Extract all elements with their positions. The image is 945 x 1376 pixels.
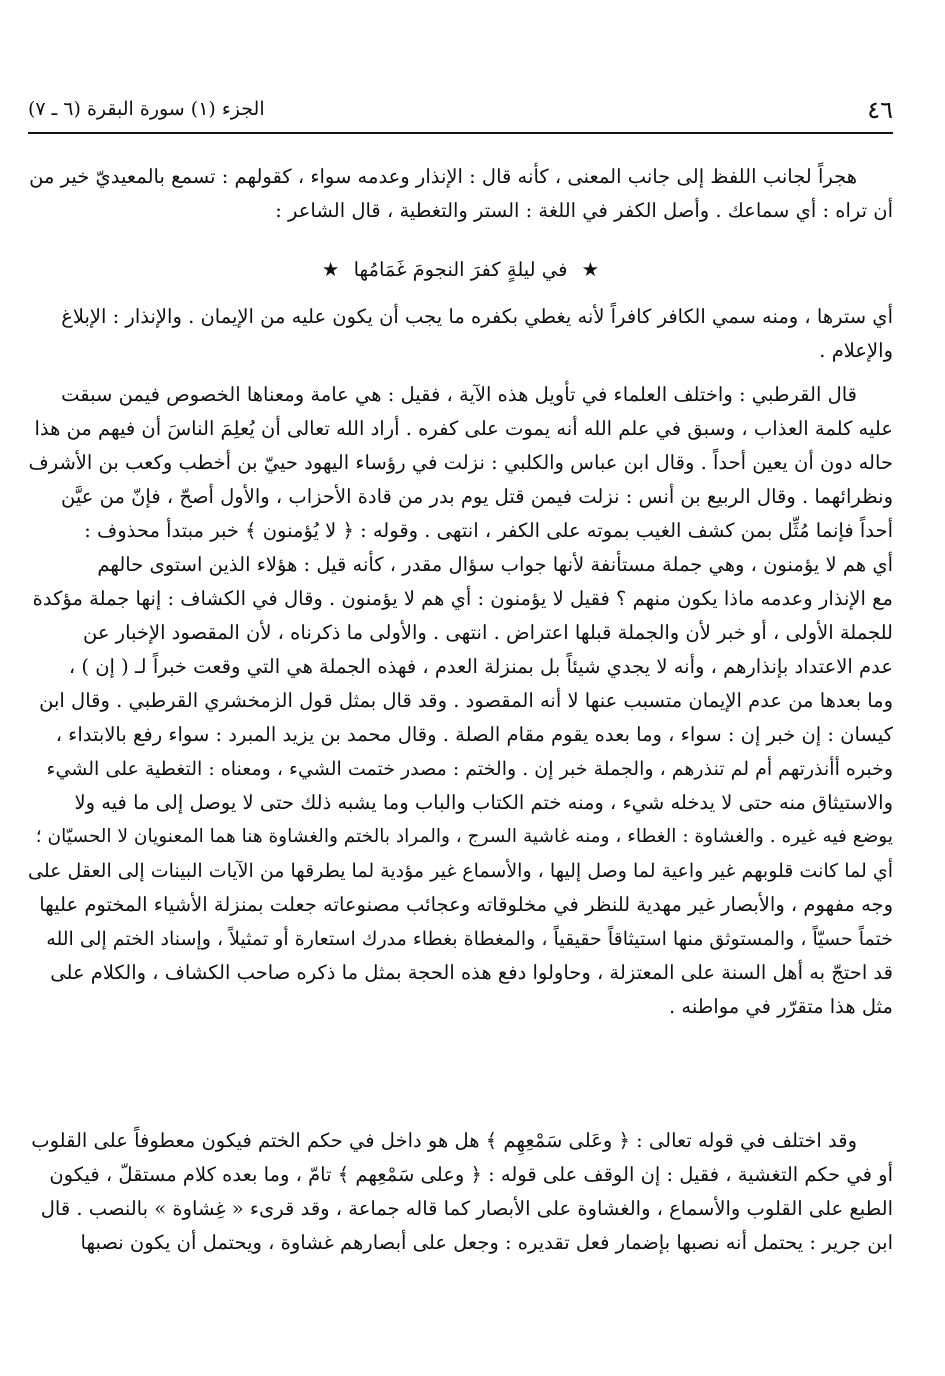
text-line: وما بعدها من عدم الإيمان متسبب عنها لا أنه المقصود . وقد قال بمثل قول الزمخشري القرطبي . وقال ابن — [39, 689, 893, 712]
text-line: الطبع على القلوب والأسماع ، والغشاوة على الأبصار كما قاله جماعة ، وقد قرىء « غِشاوة » بالنصب . قال — [40, 1197, 893, 1220]
verse-text: في ليلةٍ كفرَ النجومَ غَمَامُها — [353, 258, 568, 281]
text-line: قال القرطبي : واختلف العلماء في تأويل هذه الآية ، فقيل : هي عامة ومعناها الخصوص فيمن سبقت — [61, 383, 857, 406]
text-line: أي هم لا يؤمنون ، وهي جملة مستأنفة لأنها جواب سؤال مقدر ، كأنه قيل : هؤلاء الذين استوى حالهم — [97, 553, 893, 576]
text-line: هجراً لجانب اللفظ إلى جانب المعنى ، كأنه قال : الإنذار وعدمه سواء ، كقولهم : تسمع بالمعيديّ خير من — [29, 165, 857, 188]
paragraph-3 — [28, 378, 893, 1058]
text-line: وجه مفهوم ، والأبصار غير مهدية للنظر في مخلوقاته وعجائب مصنوعاته جعلت بمنزلة الأشياء المختوم عليها — [39, 893, 893, 916]
star-ornament-right: ★ — [581, 258, 600, 281]
paragraph-2 — [28, 300, 893, 368]
poetry-verse — [28, 253, 893, 287]
text-line: وقد اختلف في قوله تعالى : ﴿ وعَلى سَمْعِهِم ﴾ هل هو داخل في حكم الختم فيكون معطوفاً على القلوب — [31, 1129, 857, 1152]
paragraph-1 — [28, 160, 893, 228]
page-header — [28, 94, 893, 134]
text-line: وخبره أأنذرتهم أم لم تنذرهم ، والجملة خبر إن . والختم : مصدر ختمت الشيء ، ومعناه : التغطية على الشيء — [46, 758, 893, 780]
text-line: مثل هذا متقرّر في مواطنه . — [669, 995, 893, 1018]
text-line: حاله دون أن يعين أحداً . وقال ابن عباس والكلبي : نزلت في رؤساء اليهود حييّ بن أخطب وكعب بن الأشرف — [28, 451, 893, 474]
text-line: أحداً فإنما مُثِّل بمن كشف الغيب بموته على الكفر ، انتهى . وقوله : ﴿ لا يُؤمنون ﴾ خبر مبتدأ محذوف : — [84, 519, 893, 542]
text-line: يوضع فيه غيره . والغشاوة : الغطاء ، ومنه غاشية السرج ، والمراد بالختم والغشاوة هنا هما المعنويان لا الحسيّان ؛ — [35, 826, 893, 847]
running-head: الجزء (١) سورة البقرة (٦ ـ ٧) — [28, 98, 265, 120]
text-line: عدم الاعتداد بإنذارهم ، وأنه لا يجدي شيئاً بل بمنزلة العدم ، فهذه الجملة هي التي وقعت خبراً لـ ( إن ) ، — [68, 655, 893, 678]
text-line: أو في حكم التغشية ، فقيل : إن الوقف على قوله : ﴿ وعلى سَمْعِهم ﴾ تامّ ، وما بعده كلام مستقلّ ، فيكون — [49, 1163, 893, 1186]
text-line: قد احتجّ به أهل السنة على المعتزلة ، وحاولوا دفع هذه الحجة بمثل ما ذكره صاحب الكشاف ، والكلام على — [50, 961, 893, 984]
text-line: والاستيثاق منه حتى لا يدخله شيء ، ومنه ختم الكتاب والباب وما يشبه ذلك حتى لا يوصل إلى ما فيه ولا — [74, 791, 893, 814]
text-line: ختماً حسيّاً ، والمستوثق منها استيثاقاً حقيقياً ، والمغطاة بغطاء مدرك استعارة أو تمثيلاً ، وإسناد الختم إلى الله — [46, 928, 893, 950]
text-line: ونظرائهما . وقال الربيع بن أنس : نزلت فيمن قتل يوم بدر من قادة الأحزاب ، والأول أصحّ ، فإنّ من عيَّن — [61, 485, 893, 508]
text-line: للجملة الأولى ، أو خبر لأن والجملة قبلها اعتراض . انتهى . والأولى ما ذكرناه ، لأن المقصود الإخبار عن — [82, 621, 893, 644]
text-line: عليه كلمة العذاب ، وسبق في علم الله أنه يموت على كفره . أراد الله تعالى أن يُعلِمَ الناسَ أن فيهم من هذا — [34, 417, 893, 440]
text-line: أي لما كانت قلوبهم غير واعية لما وصل إليها ، والأسماع غير مؤدية لما يطرقها من الآيات البينات إلى العقل على — [28, 860, 893, 882]
star-ornament-left: ★ — [321, 258, 340, 281]
text-line: أي سترها ، ومنه سمي الكافر كافراً لأنه يغطي بكفره ما يجب أن يكون عليه من الإيمان . والإنذار : الإبلاغ — [61, 305, 893, 328]
text-line: والإعلام . — [819, 339, 893, 362]
text-line: مع الإنذار وعدمه ماذا يكون منهم ؟ فقيل لا يؤمنون : أي هم لا يؤمنون . وقال في الكشاف : إنها جملة مؤكدة — [32, 587, 893, 610]
paragraph-4 — [28, 1124, 893, 1260]
text-line — [28, 1024, 893, 1058]
text-line: كيسان : إن خبر إن : سواء ، وما بعده يقوم مقام الصلة . وقال محمد بن يزيد المبرد : سواء رفع بالابتداء ، — [55, 723, 893, 746]
page-number: ٤٦ — [867, 96, 893, 124]
text-line: ابن جرير : يحتمل أنه نصبها بإضمار فعل تقديره : وجعل على أبصارهم غشاوة ، ويحتمل أن يكون نصبها — [80, 1231, 893, 1254]
text-line: أن تراه : أي سماعك . وأصل الكفر في اللغة : الستر والتغطية ، قال الشاعر : — [275, 199, 893, 222]
